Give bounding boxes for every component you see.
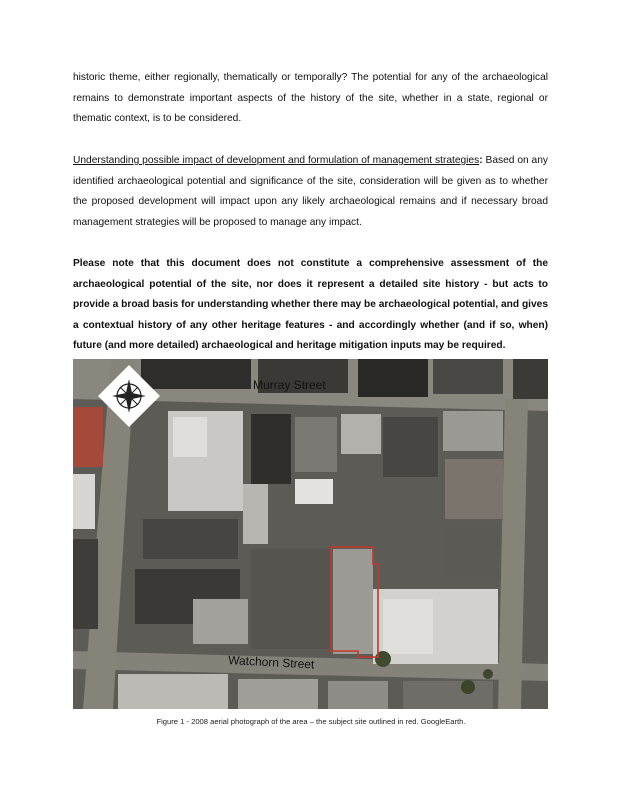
street-label-watchorn: Watchorn Street	[227, 653, 315, 672]
figure-caption: Figure 1 - 2008 aerial photograph of the area – the subject site outlined in red. GoogleEarth.	[156, 717, 466, 726]
impact-body: Based on any identified archaeological potential and significance of the site, consideration will be given as to whether the proposed development will impact upon any likely archaeological remains and if necessary broad management strategies will be proposed to manage any impact.	[73, 155, 548, 228]
impact-heading: Understanding possible impact of development and formulation of management strategies	[73, 155, 480, 166]
paragraph-disclaimer: Please note that this document does not constitute a comprehensive assessment of the archaeological potential of the site, nor does it represent a detailed site history - but acts to provide a broad basis for understanding whether there may be archaeological potential, and gives a contextual history of any other heritage features - and accordingly whether (and if so, when) future (and more detailed) archaeological and heritage mitigation inputs may be required.	[73, 258, 548, 352]
paragraph-historic-theme: historic theme, either regionally, thematically or temporally? The potential for any of the archaeological remains to demonstrate important aspects of the history of the site, whether in a state, regional or thematic context, is to be considered.	[73, 72, 548, 125]
aerial-photograph	[73, 359, 548, 709]
street-label-murray: Murray Street	[253, 378, 326, 392]
impact-heading-colon: :	[479, 155, 483, 166]
paragraph-impact	[73, 151, 548, 233]
